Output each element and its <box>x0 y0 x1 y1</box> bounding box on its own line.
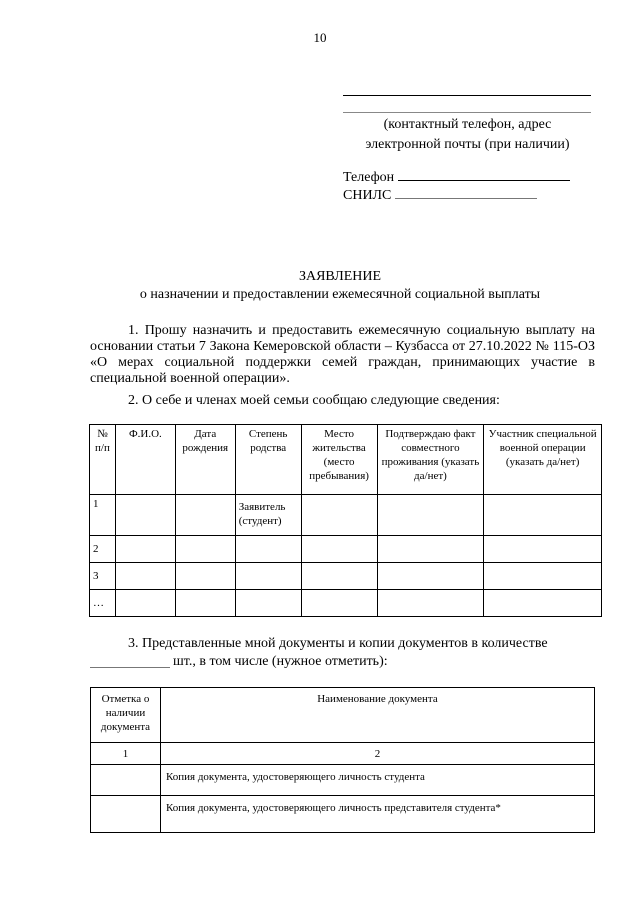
cell-birthdate[interactable] <box>175 563 235 590</box>
item-2-intro: 2. О себе и членах моей семьи сообщаю следующие сведения: <box>128 393 500 408</box>
cell-cohabitation[interactable] <box>377 536 484 563</box>
cell-birthdate[interactable] <box>175 495 235 536</box>
row-number: 3 <box>90 563 116 590</box>
mark-checkbox-cell[interactable] <box>91 765 161 796</box>
cell-residence[interactable] <box>301 536 377 563</box>
item-3-line2 <box>90 654 595 670</box>
item-3-line2-text: шт., в том числе (нужное отметить): <box>173 654 388 669</box>
header-document-name: Наименование документа <box>160 688 594 743</box>
row-number: 2 <box>90 536 116 563</box>
document-name: Копия документа, удостоверяющего личность студента <box>160 765 594 796</box>
table-row <box>90 536 602 563</box>
snils-label: СНИЛС <box>343 188 392 203</box>
table-row <box>91 765 595 796</box>
cell-residence[interactable] <box>301 563 377 590</box>
header-mark: Отметка о наличии документа <box>91 688 161 743</box>
item-3-line1: 3. Представленные мной документы и копии документов в количестве <box>128 636 548 651</box>
table-row <box>91 796 595 833</box>
title-heading: ЗАЯВЛЕНИЕ <box>298 269 382 284</box>
contact-caption <box>345 115 590 155</box>
header-relation: Степень родства <box>235 425 301 495</box>
cell-residence[interactable] <box>301 495 377 536</box>
cell-fio[interactable] <box>115 563 175 590</box>
page-number: 10 <box>313 30 327 45</box>
cell-birthdate[interactable] <box>175 536 235 563</box>
row-number: … <box>90 590 116 617</box>
cell-birthdate[interactable] <box>175 590 235 617</box>
title-subheading: о назначении и предоставлении ежемесячной социальной выплаты <box>139 287 541 302</box>
contact-caption-line2: электронной почты (при наличии) <box>365 137 570 152</box>
mark-checkbox-cell[interactable] <box>91 796 161 833</box>
row-number: 1 <box>90 495 116 536</box>
column-number: 2 <box>160 743 594 765</box>
cell-residence[interactable] <box>301 590 377 617</box>
cell-svo[interactable] <box>484 590 602 617</box>
cell-relation[interactable] <box>235 590 301 617</box>
header-birthdate: Дата рождения <box>175 425 235 495</box>
document-title <box>0 268 640 304</box>
cell-svo[interactable] <box>484 563 602 590</box>
header-num: № п/п <box>90 425 116 495</box>
family-table <box>89 424 602 617</box>
table-row <box>90 495 602 536</box>
header-svo-participant: Участник специальной военной операции (указать да/нет) <box>484 425 602 495</box>
header-residence: Место жительства (место пребывания) <box>301 425 377 495</box>
contact-caption-line1: (контактный телефон, адрес <box>383 117 552 132</box>
cell-cohabitation[interactable] <box>377 563 484 590</box>
contact-line-2[interactable] <box>343 112 591 113</box>
cell-svo[interactable] <box>484 495 602 536</box>
cell-cohabitation[interactable] <box>377 495 484 536</box>
snils-field <box>343 186 537 205</box>
cell-fio[interactable] <box>115 536 175 563</box>
header-fio: Ф.И.О. <box>115 425 175 495</box>
cell-fio[interactable] <box>115 590 175 617</box>
item-1-request: 1. Прошу назначить и предоставить ежемесячную социальную выплату на основании статьи 7 Закона Кемеровской области – Кузбасса от 27.10.2022 № 115-ОЗ «О мерах социальной поддержки семей граждан, принимающих участие в специальной военной операции». <box>90 323 595 386</box>
cell-relation[interactable] <box>235 536 301 563</box>
cell-svo[interactable] <box>484 536 602 563</box>
snils-input-line[interactable] <box>395 186 537 199</box>
table-row <box>90 563 602 590</box>
contact-line-1[interactable] <box>343 95 591 96</box>
phone-label: Телефон <box>343 170 395 185</box>
phone-field <box>343 168 570 187</box>
cell-fio[interactable] <box>115 495 175 536</box>
document-name: Копия документа, удостоверяющего личность представителя студента* <box>160 796 594 833</box>
phone-input-line[interactable] <box>398 168 570 181</box>
table-row <box>90 590 602 617</box>
documents-table <box>90 687 595 833</box>
header-cohabitation: Подтверждаю факт совместного проживания (указать да/нет) <box>377 425 484 495</box>
cell-cohabitation[interactable] <box>377 590 484 617</box>
column-number: 1 <box>91 743 161 765</box>
documents-count-input-line[interactable] <box>90 667 170 668</box>
cell-relation: Заявитель (студент) <box>235 495 301 536</box>
cell-relation[interactable] <box>235 563 301 590</box>
